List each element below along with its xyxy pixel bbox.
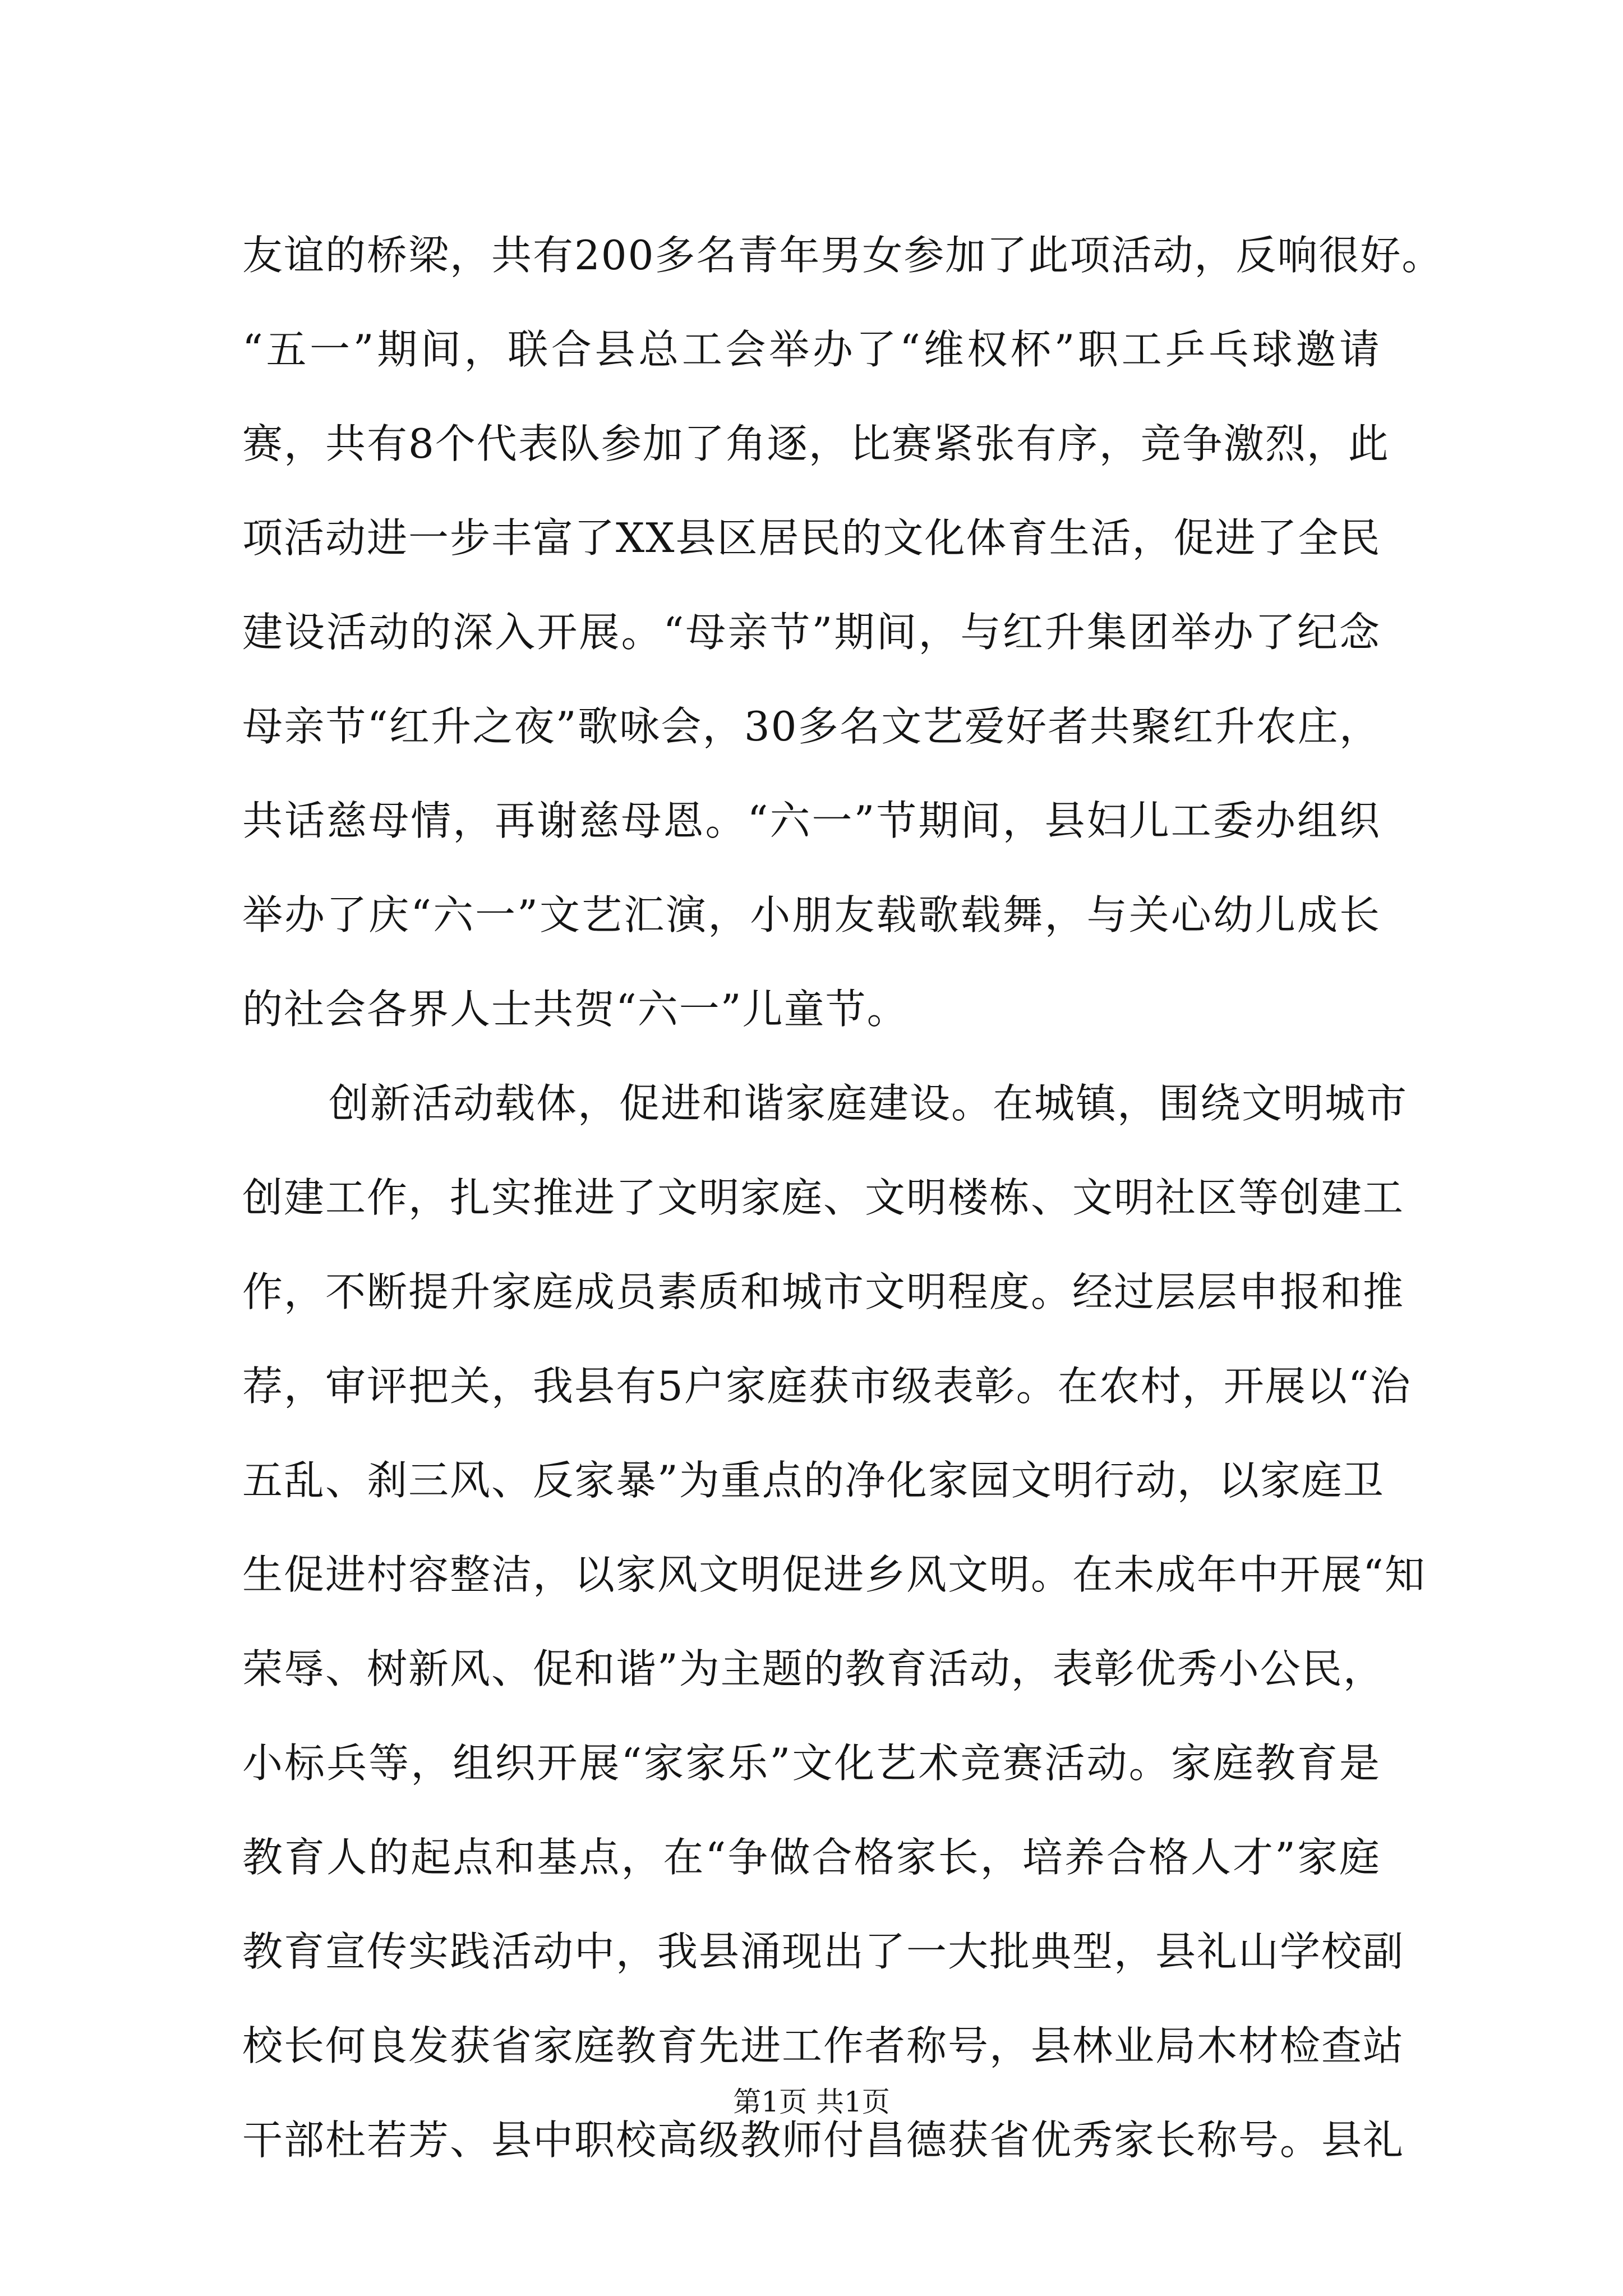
- text-line: 举办了庆“六一”文艺汇演，小朋友载歌载舞，与关心幼儿成长: [242, 891, 1381, 938]
- text-line: 创新活动载体，促进和谐家庭建设。在城镇，围绕文明城市: [329, 1080, 1408, 1127]
- text-line: 小标兵等，组织开展“家家乐”文化艺术竞赛活动。家庭教育是: [242, 1740, 1381, 1787]
- document-body: [242, 208, 1444, 2187]
- text-line: 荣辱、树新风、促和谐”为主题的教育活动，表彰优秀小公民，: [242, 1645, 1385, 1692]
- text-line: 生促进村容整洁，以家风文明促进乡风文明。在未成年中开展“知: [242, 1551, 1426, 1598]
- text-line: 作，不断提升家庭成员素质和城市文明程度。经过层层申报和推: [242, 1268, 1405, 1315]
- text-line: 教育宣传实践活动中，我县涌现出了一大批典型，县礼山学校副: [242, 1928, 1405, 1975]
- text-line: 校长何良发获省家庭教育先进工作者称号，县林业局木材检查站: [242, 2022, 1405, 2069]
- text-line: 共话慈母情，再谢慈母恩。“六一”节期间，县妇儿工委办组织: [242, 797, 1381, 844]
- text-line: 创建工作，扎实推进了文明家庭、文明楼栋、文明社区等创建工: [242, 1174, 1405, 1221]
- text-line: 干部杜若芳、县中职校高级教师付昌德获省优秀家长称号。县礼: [242, 2116, 1405, 2164]
- paragraph-1: [242, 208, 1444, 1056]
- text-line: 五乱、刹三风、反家暴”为重点的净化家园文明行动，以家庭卫: [242, 1457, 1385, 1504]
- text-line: 赛，共有8个代表队参加了角逐，比赛紧张有序，竞争激烈，此: [242, 420, 1390, 467]
- paragraph-2: [242, 1056, 1426, 2187]
- text-line: “五一”期间，联合县总工会举办了“维权杯”职工乒乓球邀请: [242, 326, 1381, 373]
- text-line: 友谊的桥梁，共有200多名青年男女参加了此项活动，反响很好。: [242, 232, 1444, 279]
- text-line: 教育人的起点和基点，在“争做合格家长，培养合格人才”家庭: [242, 1834, 1381, 1881]
- page-footer: [0, 2082, 1623, 2122]
- text-line: 荐，审评把关，我县有5户家庭获市级表彰。在农村，开展以“治: [242, 1363, 1412, 1410]
- text-line: 建设活动的深入开展。“母亲节”期间，与红升集团举办了纪念: [242, 609, 1381, 656]
- text-line: 项活动进一步丰富了XX县区居民的文化体育生活，促进了全民: [242, 514, 1381, 562]
- text-line: 母亲节“红升之夜”歌咏会，30多名文艺爱好者共聚红升农庄，: [242, 703, 1381, 750]
- page-number-label: 第1页 共1页: [733, 2086, 890, 2118]
- text-line: 的社会各界人士共贺“六一”儿童节。: [242, 986, 909, 1033]
